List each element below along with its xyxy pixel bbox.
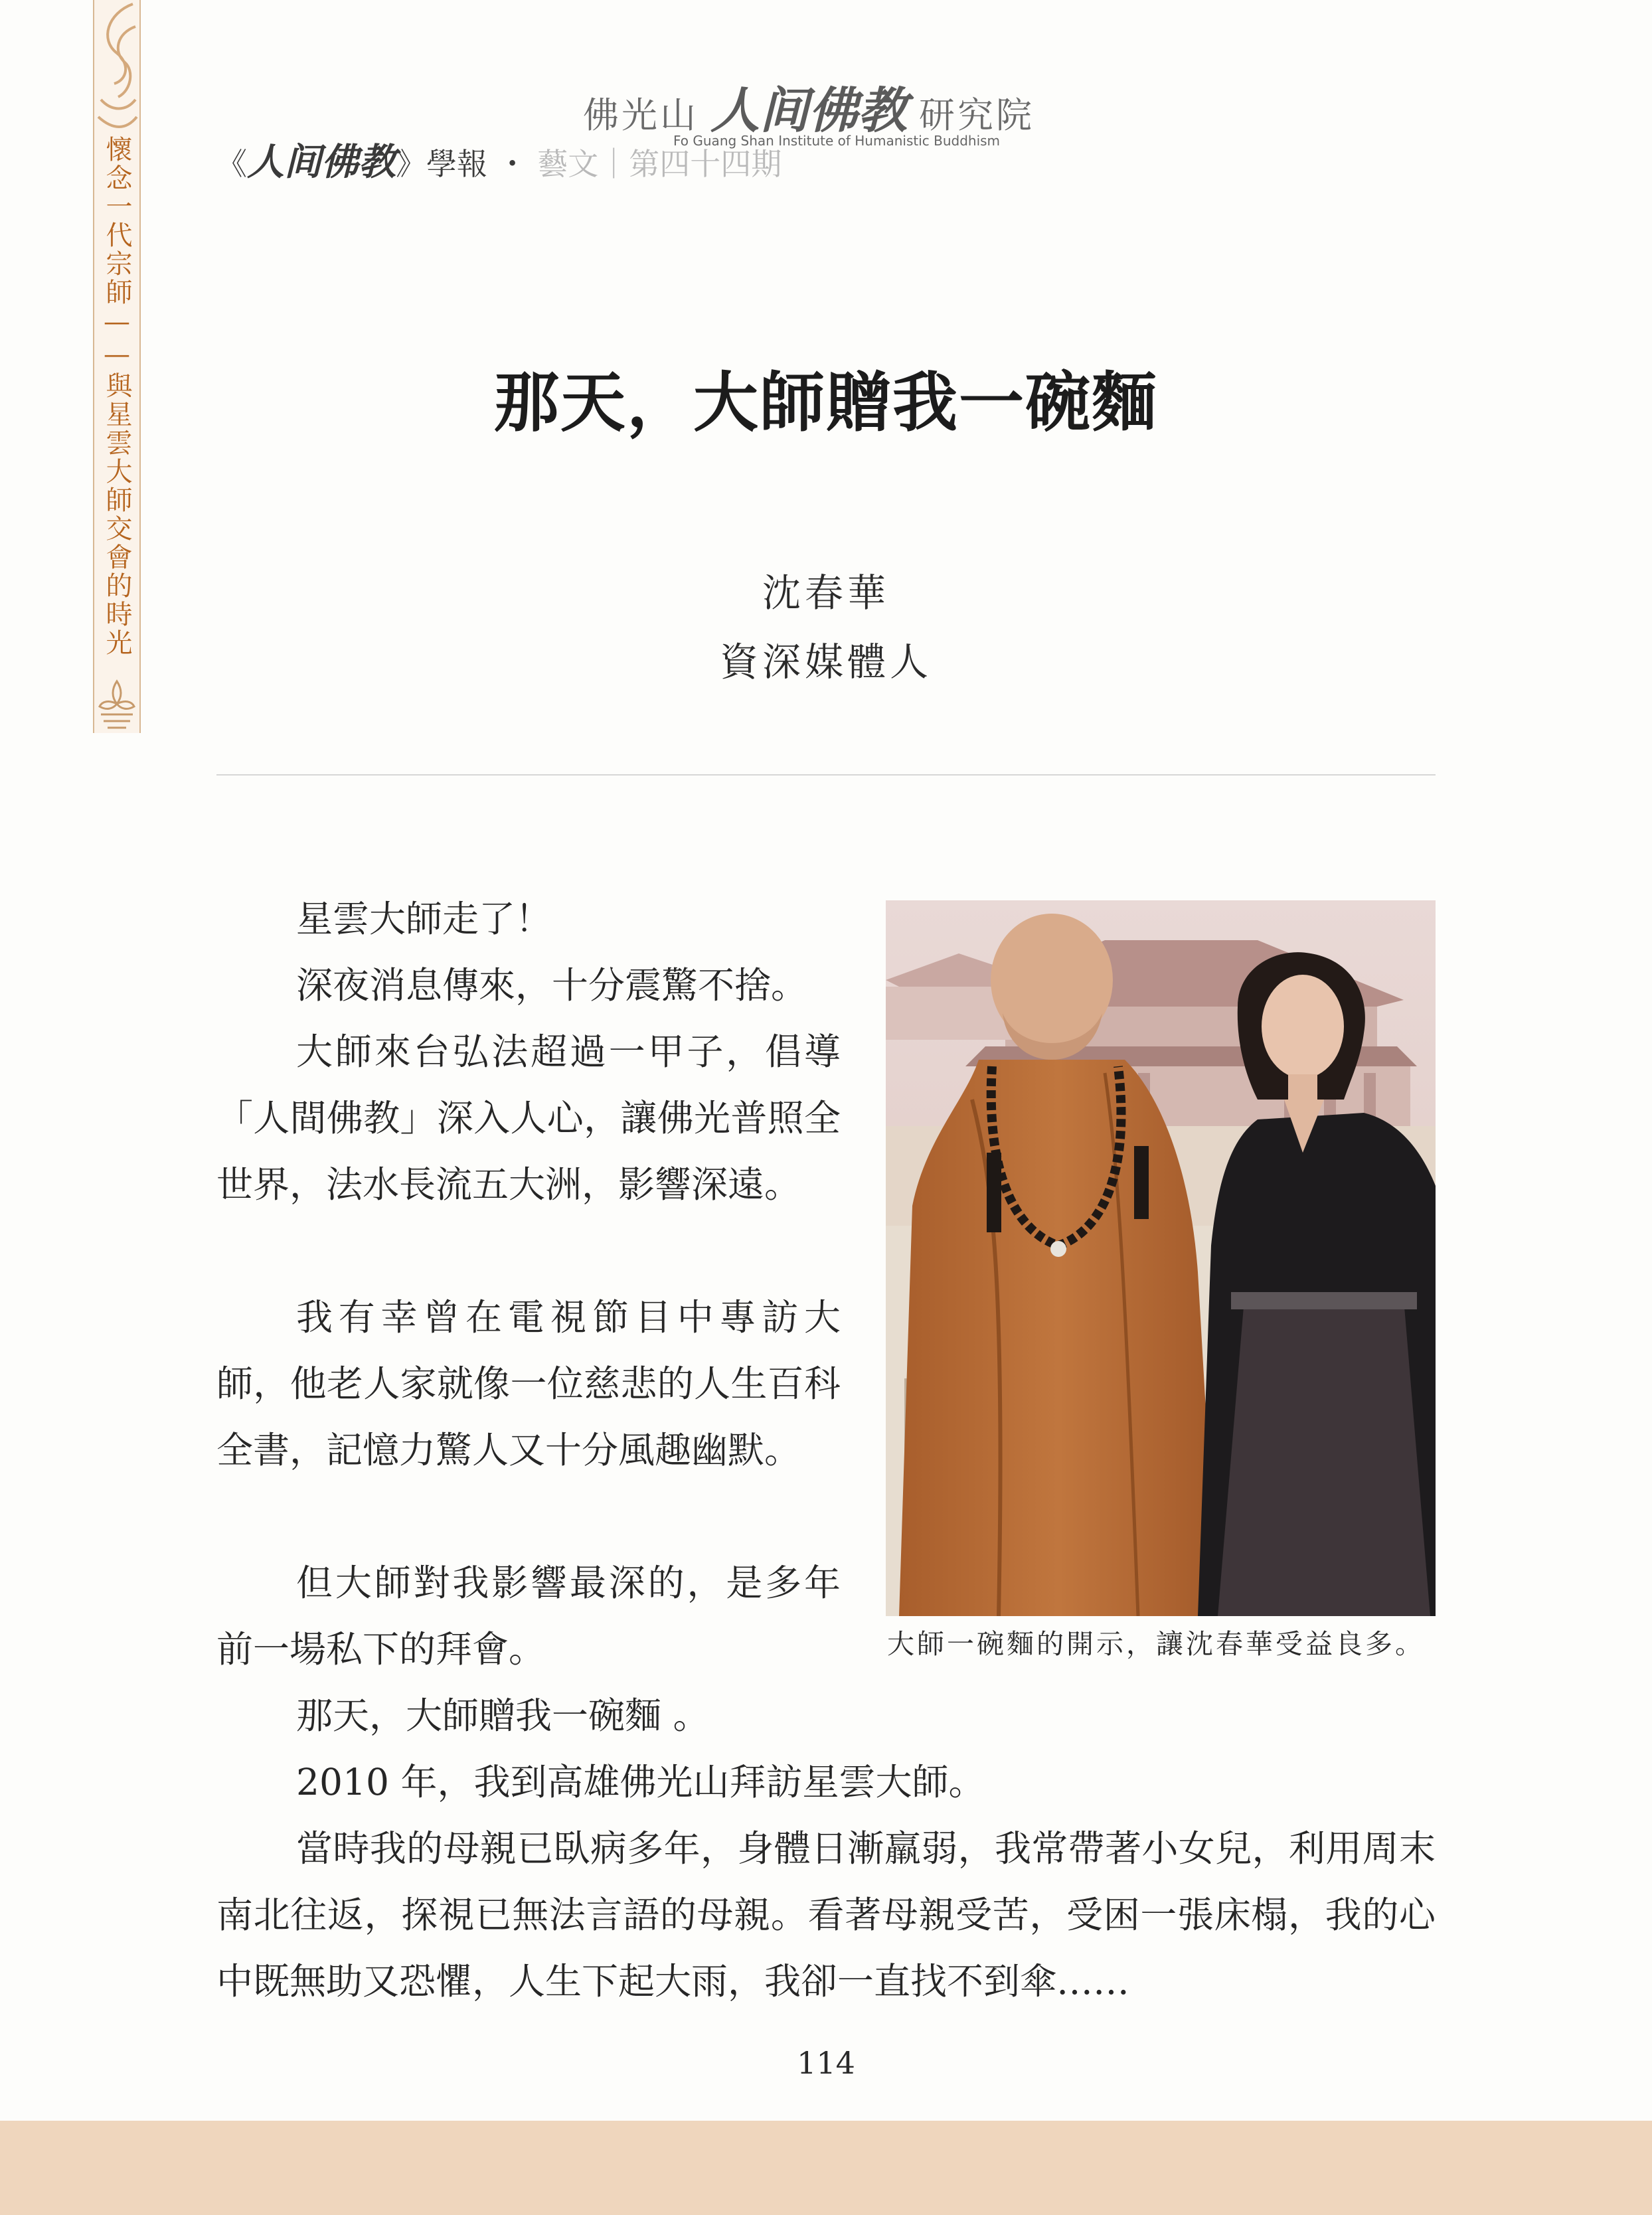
institute-prefix: 佛光山 <box>583 94 699 136</box>
article-author: 沈春華 <box>762 570 890 615</box>
paragraph-8: 當時我的母親已臥病多年，身體日漸羸弱，我常帶著小女兒，利用周末南北往返，探視已無法言語的母親。看著母親受苦，受困一張床榻，我的心中既無助又恐懼，人生下起大雨，我卻一直找不到傘…… <box>216 1827 1436 2003</box>
master-and-author-photo <box>886 900 1436 1616</box>
journal-bracket-close: 》 <box>396 146 426 182</box>
issue-number: 第四十四期 <box>629 146 782 182</box>
paragraph-7: 2010 年，我到高雄佛光山拜訪星雲大師。 <box>296 1761 985 1803</box>
series-title-vertical: 懷念一代宗師——與星雲大師交會的時光 <box>102 135 132 657</box>
footer-band <box>0 2121 1652 2215</box>
paragraph-5: 但大師對我影響最深的，是多年前一場私下的拜會。 <box>216 1562 841 1671</box>
institute-suffix: 研究院 <box>919 94 1034 136</box>
paragraph-4: 我有幸曾在電視節目中專訪大師，他老人家就像一位慈悲的人生百科全書，記憶力驚人又十分風趣幽默。 <box>216 1296 841 1471</box>
journal-brand: 人间佛教 <box>247 140 396 184</box>
author-affiliation: 資深媒體人 <box>719 639 932 685</box>
title-divider <box>216 774 1436 776</box>
header-separator: ｜ <box>598 146 629 182</box>
paragraph-2: 深夜消息傳來，十分震驚不捨。 <box>296 964 808 1007</box>
journal-bracket-open: 《 <box>216 146 247 182</box>
article-title: 那天，大師贈我一碗麵 <box>493 365 1158 441</box>
paragraph-3: 大師來台弘法超過一甲子，倡導「人間佛教」深入人心，讓佛光普照全世界，法水長流五大洲，影響深遠。 <box>216 1030 841 1206</box>
journal-header <box>216 133 782 186</box>
page-number: 114 <box>797 2045 855 2081</box>
photo-caption: 大師一碗麵的開示，讓沈春華受益良多。 <box>887 1628 1425 1660</box>
journal-suffix: 學報 ・ <box>426 146 538 182</box>
paragraph-1: 星雲大師走了！ <box>296 898 552 940</box>
institute-brand: 人间佛教 <box>710 82 907 139</box>
paragraph-6: 那天，大師贈我一碗麵 。 <box>296 1694 710 1737</box>
institute-english-name: Fo Guang Shan Institute of Humanistic Buddhism <box>673 133 1001 149</box>
section-name: 藝文 <box>537 146 599 182</box>
swirl-ornament-icon <box>94 0 139 133</box>
